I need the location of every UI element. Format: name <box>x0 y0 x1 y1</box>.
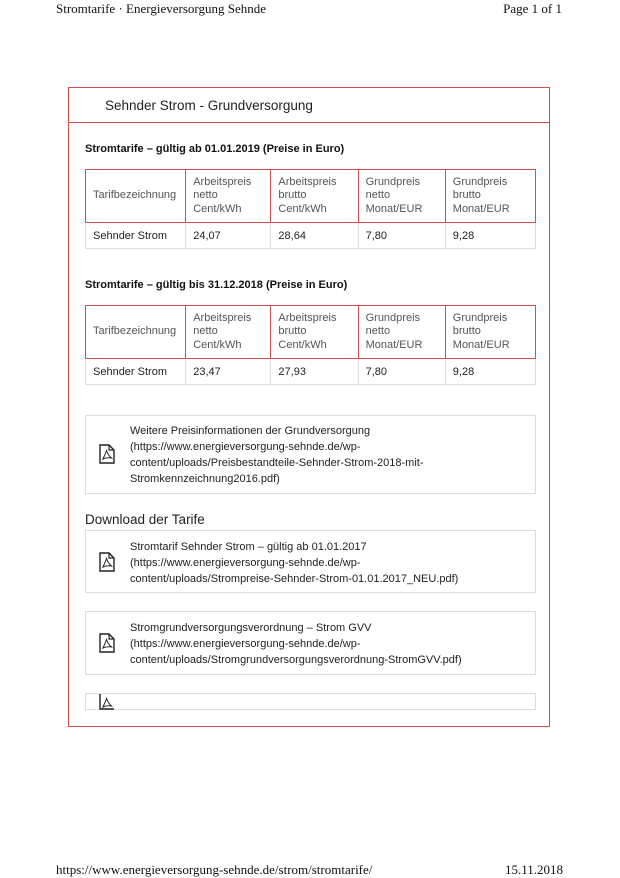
price-info-link[interactable] <box>85 415 536 494</box>
tariff-panel <box>68 87 550 727</box>
tariff-table-2019 <box>85 169 536 249</box>
table-cell: 7,80 <box>358 359 445 385</box>
column-header: Grundpreis brutto Monat/EUR <box>445 170 535 223</box>
table-cell: 7,80 <box>358 223 445 249</box>
tariff-table-2018 <box>85 305 536 385</box>
print-header <box>0 1 620 17</box>
panel-header <box>69 88 549 123</box>
download-item-stromtarif[interactable] <box>85 530 536 593</box>
column-header: Tarifbezeichnung <box>86 170 186 223</box>
table-row <box>86 359 536 385</box>
print-footer-date: 15.11.2018 <box>504 862 563 877</box>
print-header-page: Page 1 of 1 <box>503 1 562 16</box>
print-header-title: Stromtarife · Energieversorgung Sehnde <box>56 1 266 16</box>
table-header-row <box>86 306 536 359</box>
column-header: Arbeitspreis brutto Cent/kWh <box>271 306 358 359</box>
download-item-text: Stromtarif Sehnder Strom – gültig ab 01.01.2017 (https://www.energieversorgung-sehnde.de/wp- content/uploads/Strompreise-Sehnder-Strom-01.01.2017_NEU.pdf) <box>130 541 459 585</box>
column-header: Grundpreis netto Monat/EUR <box>358 306 445 359</box>
table-cell: 27,93 <box>271 359 358 385</box>
print-footer-url: https://www.energieversorgung-sehnde.de/strom/stromtarife/ <box>56 862 373 877</box>
download-item-stromgvv[interactable] <box>85 611 536 675</box>
download-item-text: Stromgrundversorgungsverordnung – Strom GVV (https://www.energieversorgung-sehnde.de/wp- content/uploads/Stromgrundversorgungsverordnung-StromGVV.pdf) <box>130 622 462 666</box>
table-cell: 23,47 <box>186 359 271 385</box>
table-cell: Sehnder Strom <box>86 223 186 249</box>
table-cell: 28,64 <box>271 223 358 249</box>
table-cell: Sehnder Strom <box>86 359 186 385</box>
table-cell: 24,07 <box>186 223 271 249</box>
column-header: Grundpreis netto Monat/EUR <box>358 170 445 223</box>
pdf-icon <box>98 694 116 710</box>
table-row <box>86 223 536 249</box>
column-header: Grundpreis brutto Monat/EUR <box>445 306 535 359</box>
panel-title: Sehnder Strom - Grundversorgung <box>105 98 313 113</box>
downloads-title: Download der Tarife <box>85 512 205 527</box>
download-item-partial[interactable] <box>85 693 536 710</box>
pdf-icon <box>98 552 116 572</box>
pdf-icon <box>98 633 116 653</box>
pdf-icon <box>98 444 116 464</box>
table-header-row <box>86 170 536 223</box>
price-info-text: Weitere Preisinformationen der Grundversorgung (https://www.energieversorgung-sehnde.de/wp- content/uploads/Preisbestandteile-Sehnder-Strom-2018-mit- Stromkennzeichnung2016.pdf) <box>130 425 424 485</box>
column-header: Arbeitspreis brutto Cent/kWh <box>271 170 358 223</box>
table-cell: 9,28 <box>445 223 535 249</box>
column-header: Arbeitspreis netto Cent/kWh <box>186 170 271 223</box>
column-header: Arbeitspreis netto Cent/kWh <box>186 306 271 359</box>
print-footer <box>0 862 620 878</box>
table-2-title: Stromtarife – gültig bis 31.12.2018 (Preise in Euro) <box>85 279 348 291</box>
table-1-title: Stromtarife – gültig ab 01.01.2019 (Preise in Euro) <box>85 143 345 155</box>
column-header: Tarifbezeichnung <box>86 306 186 359</box>
table-cell: 9,28 <box>445 359 535 385</box>
